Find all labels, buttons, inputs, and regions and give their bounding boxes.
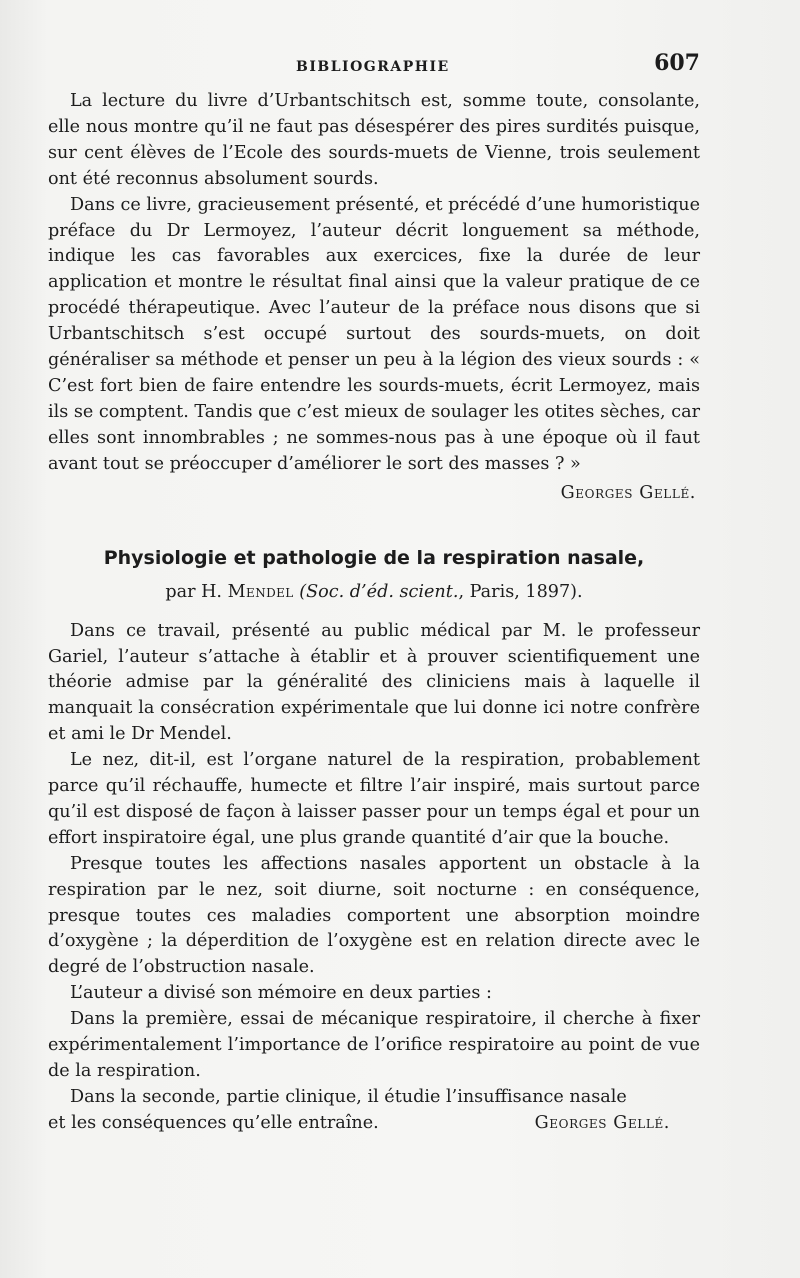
byline-suffix: , Paris, 1897).	[458, 581, 583, 602]
review1-paragraph-2: Dans ce livre, gracieusement présenté, et précédé d’une humoristique préface du Dr Lermoyez, l’auteur décrit longuement sa méthode, indique les cas favorables aux exercices, fixe la durée de leur application et montre le résultat final ainsi que la valeur pratique de ce procédé thérapeutique. Avec l’auteur de la préface nous disons que si Urbantschitsch s’est occupé surtout des sourds-muets, on doit généraliser sa méthode et penser un peu à la légion des vieux sourds : « C’est fort bien de faire entendre les sourds-muets, écrit Lermoyez, mais ils se comptent. Tandis que c’est mieux de soulager les otites sèches, car elles sont innombrables ; ne sommes-nous pas à une époque où il faut avant tout se préoccuper d’améliorer le sort des masses ? »	[48, 194, 700, 474]
review2-title: Physiologie et pathologie de la respiration nasale,	[103, 546, 645, 569]
review2-paragraph-4: L’auteur a divisé son mémoire en deux parties :	[70, 983, 492, 1004]
byline-author: Mendel	[227, 581, 294, 602]
review2-paragraph-6: Dans la seconde, partie clinique, il étudie l’insuffisance nasale	[70, 1086, 627, 1107]
byline-source: (Soc. d’éd. scient.	[299, 581, 459, 602]
review2-paragraph-2: Le nez, dit-il, est l’organe naturel de la respiration, probablement parce qu’il réchauffe, humecte et filtre l’air inspiré, mais surtout parce qu’il est disposé de façon à laisser passer pour un temps égal et pour un effort inspiratoire égal, une plus grande quantité d’air que la bouche.	[48, 750, 700, 848]
review2-byline	[48, 579, 700, 605]
review2-signature: Georges Gellé.	[534, 1112, 670, 1133]
byline-prefix: par H.	[165, 581, 223, 602]
page-number: 607	[654, 50, 700, 76]
running-head: BIBLIOGRAPHIE	[296, 59, 450, 75]
review2-paragraph-5: Dans la première, essai de mécanique respiratoire, il cherche à fixer expérimentalement l’importance de l’orifice respiratoire au point de vue de la respiration.	[48, 1009, 700, 1081]
review2-closing-line	[48, 1111, 700, 1137]
review1-paragraph-1: La lecture du livre d’Urbantschitsch est, somme toute, consolante, elle nous montre qu’il ne faut pas désespérer des pires surdités puisque, sur cent élèves de l’Ecole des sourds-muets de Vienne, trois seulement ont été reconnus absolument sourds.	[48, 91, 700, 189]
review1-signature: Georges Gellé.	[560, 482, 696, 503]
page-header	[48, 50, 700, 80]
review2-paragraph-3: Presque toutes les affections nasales apportent un obstacle à la respiration par le nez, soit diurne, soit nocturne : en conséquence, presque toutes ces maladies comportent une absorption moindre d’oxygène ; la déperdition de l’oxygène est en relation directe avec le degré de l’obstruction nasale.	[48, 853, 700, 978]
review2-paragraph-6-end: et les conséquences qu’elle entraîne.	[48, 1112, 379, 1133]
review2-paragraph-1: Dans ce travail, présenté au public médical par M. le professeur Gariel, l’auteur s’attache à établir et à prouver scientifiquement une théorie admise par la généralité des cliniciens mais à laquelle il manquait la consécration expérimentale que lui donne ici notre confrère et ami le Dr Mendel.	[48, 620, 700, 745]
page-body	[48, 89, 700, 1137]
